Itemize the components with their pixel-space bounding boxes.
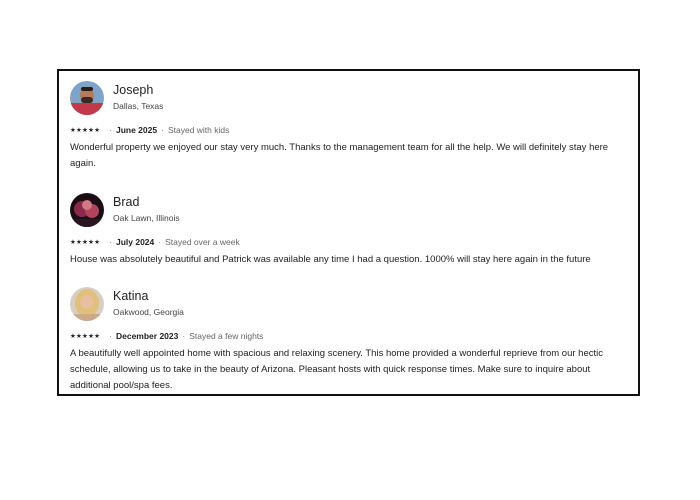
separator: ·: [158, 237, 162, 247]
review-card: [70, 192, 630, 268]
separator: ·: [109, 125, 112, 135]
review-header: [70, 286, 630, 322]
person-photo-icon: [70, 287, 104, 321]
review-text: House was absolutely beautiful and Patrick was available any time I had a question. 1000% will stay here again in the future: [70, 254, 591, 265]
star-rating-icon: ★★★★★: [70, 333, 101, 340]
separator: ·: [161, 125, 164, 135]
review-date: December 2023: [115, 331, 179, 341]
separator: ·: [109, 237, 112, 247]
review-date: June 2025: [115, 125, 158, 135]
reviewer-location: Oakwood, Georgia: [113, 307, 184, 317]
separator: ·: [182, 331, 186, 341]
reviewer-name[interactable]: Brad: [113, 195, 140, 209]
review-card: [70, 286, 630, 394]
avatar[interactable]: [70, 81, 104, 115]
reviewer-name[interactable]: Joseph: [113, 83, 154, 97]
review-text: A beautifully well appointed home with spacious and relaxing scenery. This home provided a wonderful reprieve from our hectic schedule, allowing us to take in the beauty of Arizona. Pleasant hosts with quick response times. Make sure to inquire about additional pool/spa fees.: [70, 348, 603, 391]
avatar[interactable]: [70, 287, 104, 321]
review-meta: [70, 236, 630, 248]
avatar[interactable]: [70, 193, 104, 227]
person-photo-icon: [70, 81, 104, 115]
review-text: Wonderful property we enjoyed our stay very much. Thanks to the management team for all the help. We will definitely stay here again.: [70, 142, 609, 169]
star-rating-icon: ★★★★★: [70, 239, 101, 246]
review-card: [70, 80, 630, 172]
review-header: [70, 80, 630, 116]
person-photo-icon: [70, 193, 104, 227]
stay-type: Stayed over a week: [165, 237, 240, 247]
review-date: July 2024: [115, 237, 155, 247]
reviewer-location: Dallas, Texas: [113, 101, 164, 111]
reviews-panel: [57, 69, 640, 396]
separator: ·: [109, 331, 112, 341]
review-meta: [70, 330, 630, 342]
stay-type: Stayed with kids: [167, 125, 230, 135]
review-meta: [70, 124, 630, 136]
star-rating-icon: ★★★★★: [70, 127, 101, 134]
reviewer-name[interactable]: Katina: [113, 289, 149, 303]
reviewer-location: Oak Lawn, Illinois: [113, 213, 180, 223]
review-header: [70, 192, 630, 228]
stay-type: Stayed a few nights: [189, 331, 264, 341]
